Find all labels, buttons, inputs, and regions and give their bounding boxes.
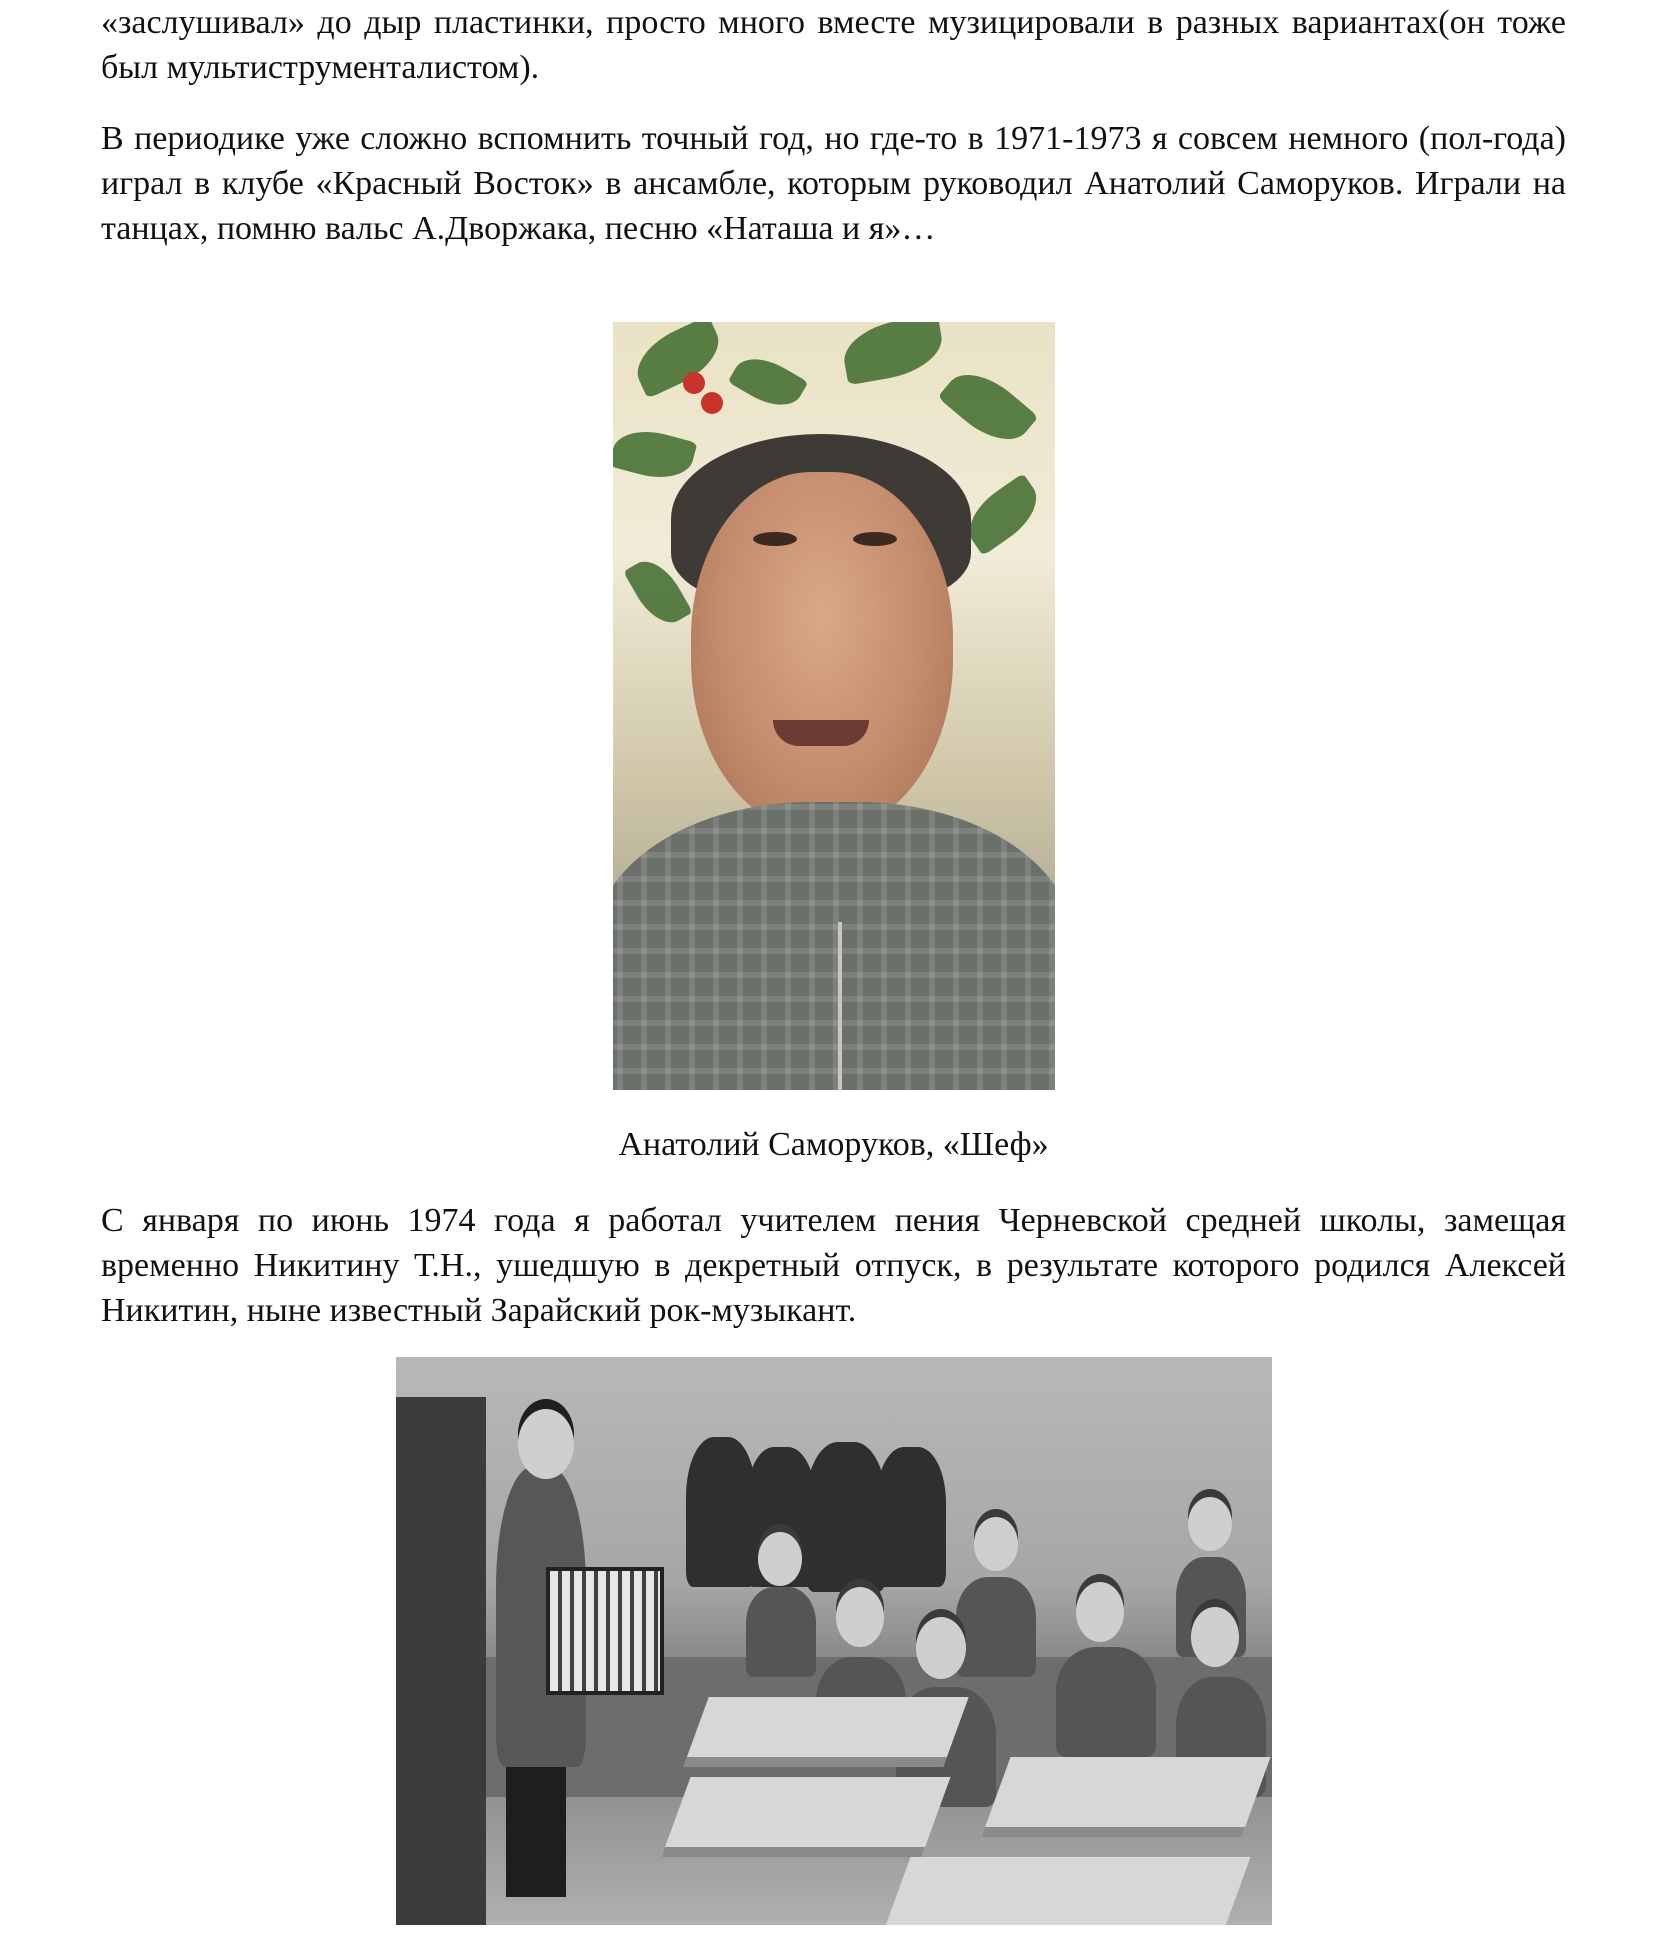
- child-shape: [1056, 1647, 1156, 1757]
- child-shape: [956, 1577, 1036, 1677]
- eye-shape: [753, 532, 797, 546]
- coat-shape: [876, 1447, 946, 1587]
- paragraph-3: С января по июнь 1974 года я работал учителем пения Черневской средней школы, замещая временно Никитину Т.Н., ушедшую в декретный отпуск, в результате которого родился Алексей Никитин, ныне известный Зарайский рок-музыкант.: [101, 1202, 1566, 1329]
- shirt-shape: [613, 802, 1055, 1090]
- leaf-shape: [613, 422, 697, 486]
- leaf-shape: [728, 347, 809, 417]
- desk-shape: [881, 1857, 1250, 1925]
- teacher-legs: [506, 1757, 566, 1897]
- accordion-shape: [546, 1567, 664, 1695]
- child-head: [916, 1617, 966, 1679]
- leaf-shape: [937, 359, 1038, 455]
- portrait-photo: [613, 322, 1055, 1090]
- door-shape: [396, 1397, 486, 1925]
- zipper-shape: [838, 922, 842, 1090]
- leaf-shape: [839, 322, 947, 385]
- portrait-caption: Анатолий Саморуков, «Шеф»: [618, 1126, 1049, 1163]
- berry-shape: [701, 392, 723, 414]
- face-shape: [691, 472, 953, 832]
- child-head: [1191, 1607, 1239, 1667]
- desk-shape: [683, 1697, 968, 1767]
- leaf-shape: [627, 322, 730, 399]
- desk-shape: [981, 1757, 1270, 1837]
- child-head: [974, 1517, 1018, 1571]
- child-head: [1188, 1497, 1232, 1551]
- desk-shape: [661, 1777, 950, 1857]
- child-shape: [746, 1587, 816, 1677]
- child-head: [836, 1587, 884, 1647]
- mouth-shape: [773, 720, 869, 746]
- teacher-head: [518, 1409, 574, 1479]
- child-head: [1076, 1582, 1124, 1642]
- paragraph-2: В периодике уже сложно вспомнить точный год, но где-то в 1971-1973 я совсем немного (пол-года) играл в клубе «Красный Восток» в ансамбле, которым руководил Анатолий Саморуков. Играли на танцах, помню вальс А.Дворжака, песню «Наташа и я»…: [101, 120, 1566, 247]
- child-head: [758, 1532, 802, 1586]
- berry-shape: [683, 372, 705, 394]
- leaf-shape: [957, 473, 1048, 556]
- coat-shape: [806, 1442, 886, 1592]
- paragraph-1: «заслушивал» до дыр пластинки, просто много вместе музицировали в разных вариантах(он тоже был мультиструменталистом).: [101, 4, 1566, 86]
- eye-shape: [853, 532, 897, 546]
- classroom-photo: [396, 1357, 1272, 1925]
